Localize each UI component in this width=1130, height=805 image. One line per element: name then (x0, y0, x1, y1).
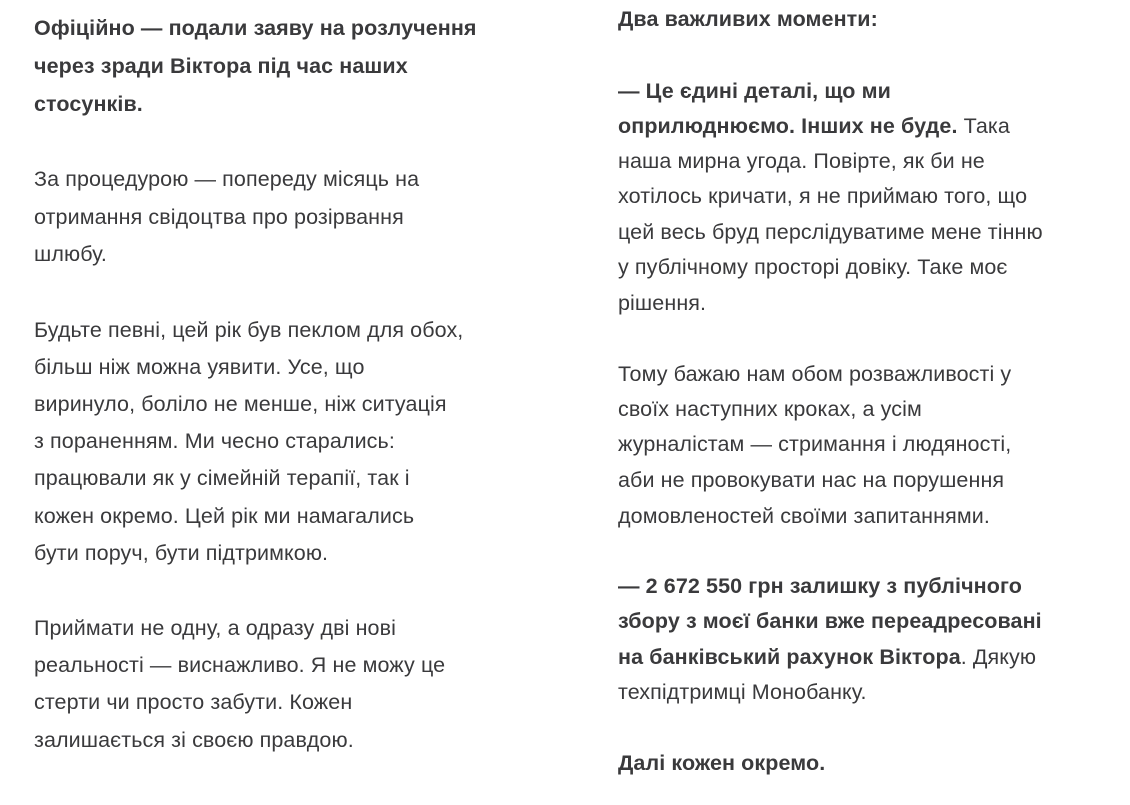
regular-span: Така (957, 114, 1010, 138)
text-line: працювали як у сімейній терапії, так і (34, 466, 410, 490)
text-line: більш ніж можна уявити. Усе, що (34, 355, 365, 379)
text-line: — Це єдині деталі, що ми (618, 79, 891, 103)
text-line: кожен окремо. Цей рік ми намагались (34, 504, 415, 528)
text-line: домовленостей своїми запитаннями. (618, 504, 990, 528)
text-line: Будьте певні, цей рік був пеклом для обох, (34, 318, 464, 342)
text-line: залишається зі своєю правдою. (34, 728, 354, 752)
text-line: аби не провокувати нас на порушення (618, 468, 1005, 492)
text-line: через зради Віктора під час наших (34, 54, 408, 78)
text-line: журналістам — стримання і людяності, (618, 432, 1012, 456)
text-line: Офіційно — подали заяву на розлучення (34, 16, 477, 40)
text-line: бути поруч, бути підтримкою. (34, 541, 329, 565)
text-line: своїх наступних кроках, а усім (618, 397, 922, 421)
text-line: шлюбу. (34, 242, 107, 266)
text-line: рішення. (618, 291, 707, 315)
bold-span: на банківський рахунок Віктора (618, 645, 961, 669)
text-line: виринуло, боліло не менше, ніж ситуація (34, 392, 447, 416)
text-line: Тому бажаю нам обом розважливості у (618, 362, 1012, 386)
text-line: з пораненням. Ми чесно старались: (34, 429, 395, 453)
text-line: стерти чи просто забути. Кожен (34, 690, 353, 714)
text-line: отримання свідоцтва про розірвання (34, 205, 404, 229)
text-line: цей весь бруд перслідуватиме мене тінню (618, 220, 1043, 244)
text-line: Приймати не одну, а одразу дві нові (34, 616, 396, 640)
text-line: техпідтримці Монобанку. (618, 680, 867, 704)
text-line (618, 643, 1036, 671)
text-line: За процедурою — попереду місяць на (34, 167, 420, 191)
text-line: збору з моєї банки вже переадресовані (618, 609, 1042, 633)
text-line: у публічному просторі довіку. Таке моє (618, 255, 1008, 279)
closing-line: Далі кожен окремо. (618, 751, 826, 775)
text-line: реальності — виснажливо. Я не можу це (34, 653, 446, 677)
text-line: стосунків. (34, 92, 143, 116)
text-line: наша мирна угода. Повірте, як би не (618, 149, 985, 173)
text-line: — 2 672 550 грн залишку з публічного (618, 574, 1022, 598)
text-line: хотілось кричати, я не приймаю того, що (618, 184, 1028, 208)
bold-span: оприлюднюємо. Інших не буде. (618, 114, 958, 138)
regular-span: . Дякую (960, 645, 1037, 669)
section-heading: Два важливих моменти: (618, 7, 878, 31)
text-line (618, 112, 1010, 140)
